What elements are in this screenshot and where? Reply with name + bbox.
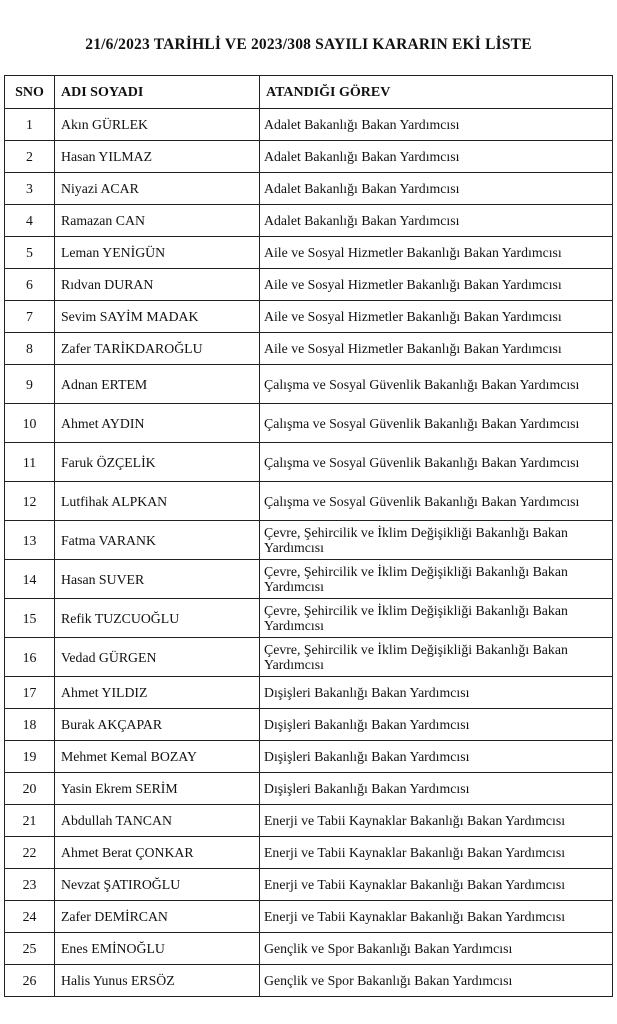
row-role: Dışişleri Bakanlığı Bakan Yardımcısı — [260, 741, 613, 773]
row-sno: 10 — [5, 404, 55, 443]
row-name: Enes EMİNOĞLU — [55, 933, 260, 965]
row-role: Çalışma ve Sosyal Güvenlik Bakanlığı Bakan Yardımcısı — [260, 482, 613, 521]
row-sno: 12 — [5, 482, 55, 521]
row-sno: 23 — [5, 869, 55, 901]
row-role: Gençlik ve Spor Bakanlığı Bakan Yardımcısı — [260, 933, 613, 965]
row-role: Aile ve Sosyal Hizmetler Bakanlığı Bakan Yardımcısı — [260, 237, 613, 269]
row-name: Akın GÜRLEK — [55, 109, 260, 141]
table-row — [5, 638, 613, 677]
row-name: Rıdvan DURAN — [55, 269, 260, 301]
row-name: Nevzat ŞATIROĞLU — [55, 869, 260, 901]
row-sno: 11 — [5, 443, 55, 482]
row-role: Enerji ve Tabii Kaynaklar Bakanlığı Bakan Yardımcısı — [260, 869, 613, 901]
row-name: Sevim SAYİM MADAK — [55, 301, 260, 333]
table-row — [5, 869, 613, 901]
row-sno: 7 — [5, 301, 55, 333]
row-role: Çevre, Şehircilik ve İklim Değişikliği Bakanlığı Bakan Yardımcısı — [260, 521, 613, 560]
row-name: Ahmet YILDIZ — [55, 677, 260, 709]
row-sno: 2 — [5, 141, 55, 173]
row-role: Çevre, Şehircilik ve İklim Değişikliği Bakanlığı Bakan Yardımcısı — [260, 560, 613, 599]
row-sno: 5 — [5, 237, 55, 269]
row-name: Halis Yunus ERSÖZ — [55, 965, 260, 997]
row-role: Çevre, Şehircilik ve İklim Değişikliği Bakanlığı Bakan Yardımcısı — [260, 599, 613, 638]
table-row — [5, 933, 613, 965]
table-row — [5, 599, 613, 638]
row-role: Adalet Bakanlığı Bakan Yardımcısı — [260, 141, 613, 173]
table-row — [5, 773, 613, 805]
table-row — [5, 333, 613, 365]
row-name: Zafer DEMİRCAN — [55, 901, 260, 933]
row-role: Enerji ve Tabii Kaynaklar Bakanlığı Bakan Yardımcısı — [260, 805, 613, 837]
row-name: Fatma VARANK — [55, 521, 260, 560]
row-name: Ramazan CAN — [55, 205, 260, 237]
table-row — [5, 301, 613, 333]
row-sno: 4 — [5, 205, 55, 237]
row-sno: 22 — [5, 837, 55, 869]
row-role: Çalışma ve Sosyal Güvenlik Bakanlığı Bakan Yardımcısı — [260, 404, 613, 443]
column-header-role: ATANDIĞI GÖREV — [260, 76, 613, 109]
row-name: Mehmet Kemal BOZAY — [55, 741, 260, 773]
row-role: Dışişleri Bakanlığı Bakan Yardımcısı — [260, 773, 613, 805]
row-role: Aile ve Sosyal Hizmetler Bakanlığı Bakan Yardımcısı — [260, 301, 613, 333]
table-row — [5, 205, 613, 237]
table-row — [5, 901, 613, 933]
row-sno: 16 — [5, 638, 55, 677]
row-name: Ahmet Berat ÇONKAR — [55, 837, 260, 869]
row-name: Ahmet AYDIN — [55, 404, 260, 443]
page-title: 21/6/2023 TARİHLİ VE 2023/308 SAYILI KARARIN EKİ LİSTE — [85, 36, 532, 53]
row-role: Dışişleri Bakanlığı Bakan Yardımcısı — [260, 677, 613, 709]
row-sno: 18 — [5, 709, 55, 741]
table-row — [5, 404, 613, 443]
row-name: Refik TUZCUOĞLU — [55, 599, 260, 638]
row-sno: 17 — [5, 677, 55, 709]
row-name: Zafer TARİKDAROĞLU — [55, 333, 260, 365]
row-name: Niyazi ACAR — [55, 173, 260, 205]
row-sno: 24 — [5, 901, 55, 933]
table-row — [5, 560, 613, 599]
table-row — [5, 965, 613, 997]
row-sno: 6 — [5, 269, 55, 301]
row-name: Lutfihak ALPKAN — [55, 482, 260, 521]
table-row — [5, 141, 613, 173]
appointment-table — [4, 75, 613, 997]
table-row — [5, 805, 613, 837]
table-row — [5, 677, 613, 709]
table-row — [5, 741, 613, 773]
table-row — [5, 443, 613, 482]
row-sno: 25 — [5, 933, 55, 965]
table-row — [5, 482, 613, 521]
row-role: Çalışma ve Sosyal Güvenlik Bakanlığı Bakan Yardımcısı — [260, 365, 613, 404]
row-sno: 1 — [5, 109, 55, 141]
row-name: Faruk ÖZÇELİK — [55, 443, 260, 482]
table-row — [5, 837, 613, 869]
column-header-name: ADI SOYADI — [55, 76, 260, 109]
row-sno: 3 — [5, 173, 55, 205]
row-name: Leman YENİGÜN — [55, 237, 260, 269]
table-header-row — [5, 76, 613, 109]
table-row — [5, 173, 613, 205]
row-sno: 15 — [5, 599, 55, 638]
row-name: Abdullah TANCAN — [55, 805, 260, 837]
table-row — [5, 521, 613, 560]
table-row — [5, 237, 613, 269]
row-role: Aile ve Sosyal Hizmetler Bakanlığı Bakan Yardımcısı — [260, 269, 613, 301]
row-sno: 21 — [5, 805, 55, 837]
row-role: Çevre, Şehircilik ve İklim Değişikliği Bakanlığı Bakan Yardımcısı — [260, 638, 613, 677]
row-name: Hasan YILMAZ — [55, 141, 260, 173]
table-row — [5, 109, 613, 141]
row-name: Burak AKÇAPAR — [55, 709, 260, 741]
row-sno: 8 — [5, 333, 55, 365]
row-role: Dışişleri Bakanlığı Bakan Yardımcısı — [260, 709, 613, 741]
row-sno: 20 — [5, 773, 55, 805]
row-name: Adnan ERTEM — [55, 365, 260, 404]
row-role: Çalışma ve Sosyal Güvenlik Bakanlığı Bakan Yardımcısı — [260, 443, 613, 482]
row-sno: 26 — [5, 965, 55, 997]
column-header-sno: SNO — [5, 76, 55, 109]
row-name: Hasan SUVER — [55, 560, 260, 599]
row-sno: 14 — [5, 560, 55, 599]
row-role: Gençlik ve Spor Bakanlığı Bakan Yardımcısı — [260, 965, 613, 997]
table-row — [5, 365, 613, 404]
row-role: Enerji ve Tabii Kaynaklar Bakanlığı Bakan Yardımcısı — [260, 837, 613, 869]
row-sno: 9 — [5, 365, 55, 404]
row-role: Enerji ve Tabii Kaynaklar Bakanlığı Bakan Yardımcısı — [260, 901, 613, 933]
row-name: Vedad GÜRGEN — [55, 638, 260, 677]
row-name: Yasin Ekrem SERİM — [55, 773, 260, 805]
table-row — [5, 269, 613, 301]
table-row — [5, 709, 613, 741]
row-sno: 19 — [5, 741, 55, 773]
row-sno: 13 — [5, 521, 55, 560]
row-role: Adalet Bakanlığı Bakan Yardımcısı — [260, 173, 613, 205]
row-role: Adalet Bakanlığı Bakan Yardımcısı — [260, 109, 613, 141]
row-role: Aile ve Sosyal Hizmetler Bakanlığı Bakan Yardımcısı — [260, 333, 613, 365]
row-role: Adalet Bakanlığı Bakan Yardımcısı — [260, 205, 613, 237]
